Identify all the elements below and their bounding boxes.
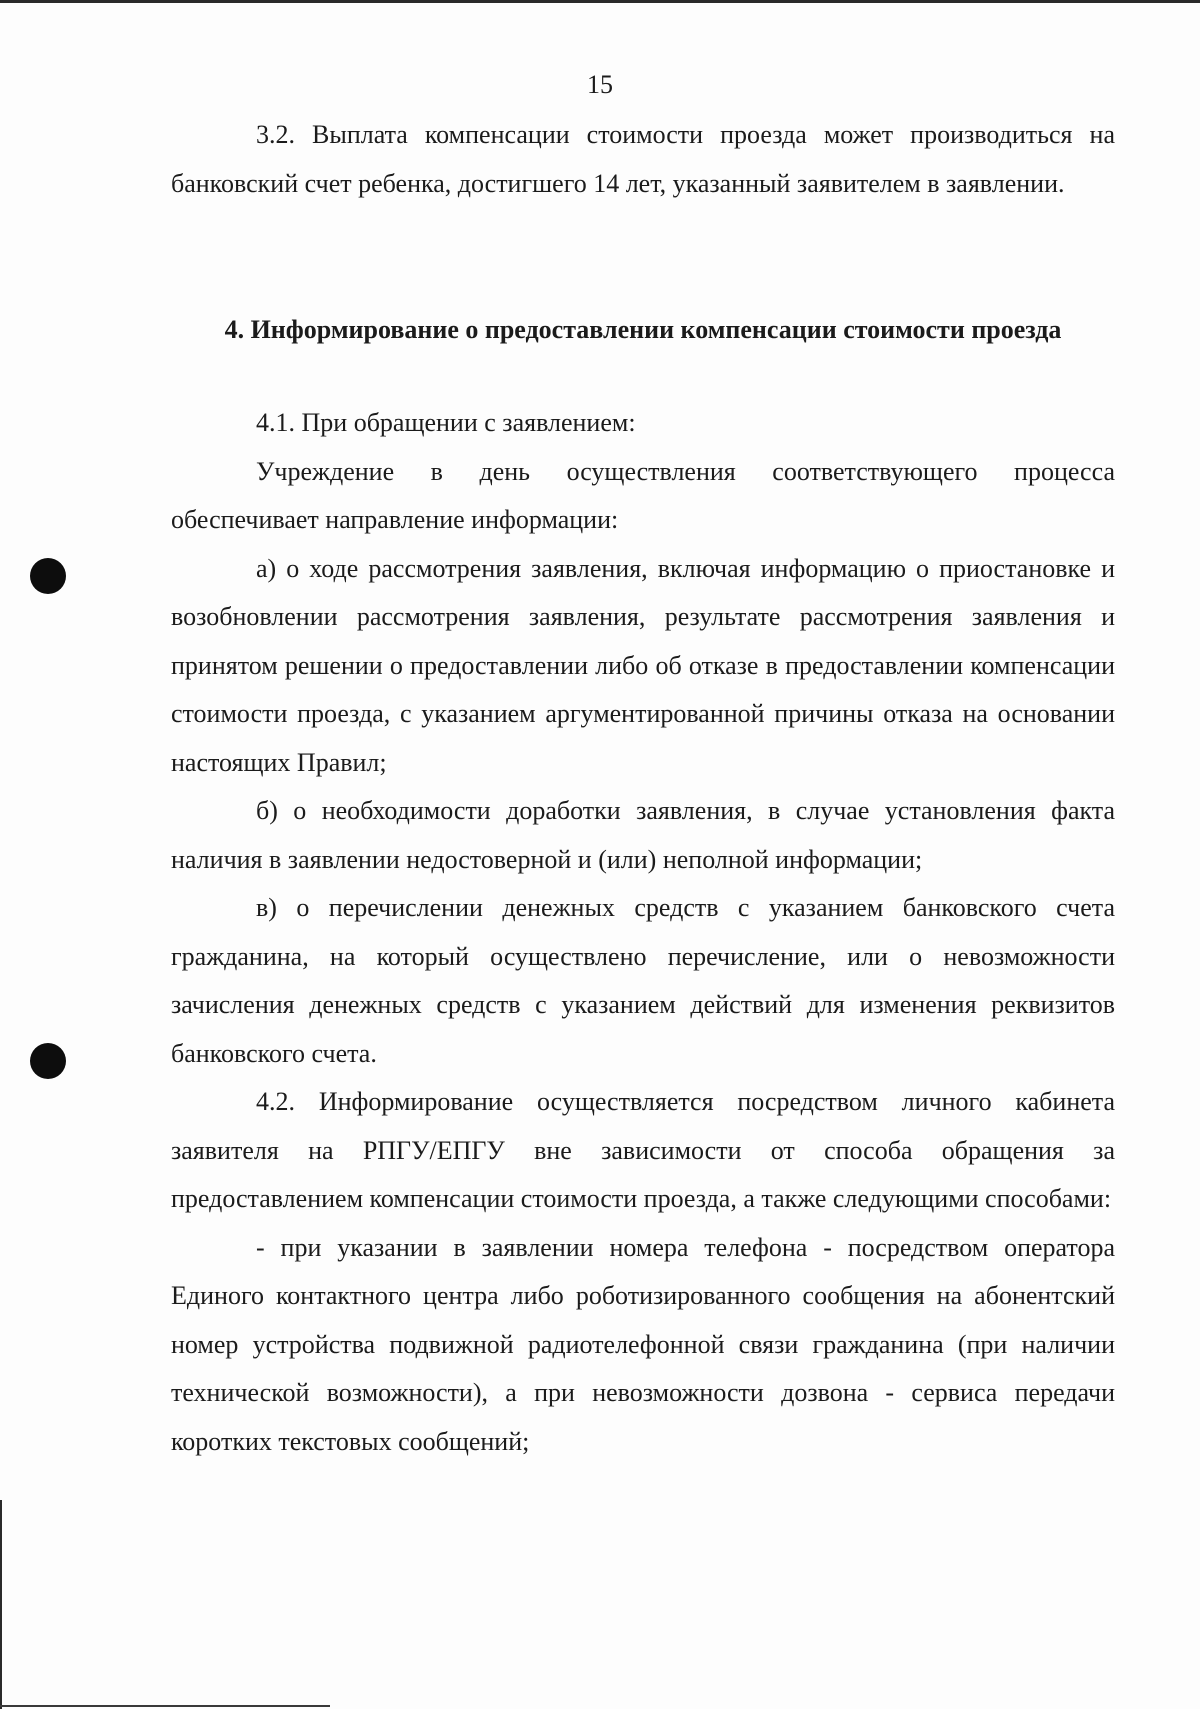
section-heading: 4. Информирование о предоставлении компенсации стоимости проезда [224, 315, 1062, 344]
punch-hole-mark [30, 1043, 66, 1079]
paragraph: б) о необходимости доработки заявления, в случае установления факта наличия в заявлении недостоверной и (или) неполной информации; [171, 796, 1115, 874]
scan-bottom-edge [0, 1705, 330, 1707]
paragraph: в) о перечислении денежных средств с указанием банковского счета гражданина, на который осуществлено перечисление, или о невозможности зачисления денежных средств с указанием действий для изменения реквизитов банковского счета. [171, 893, 1115, 1068]
paragraph-3-2 [171, 111, 1115, 208]
section-4-body [171, 399, 1115, 1466]
paragraph: Учреждение в день осуществления соответствующего процесса обеспечивает направление информации: [171, 456, 1115, 534]
paragraph: 4.1. При обращении с заявлением: [256, 408, 636, 437]
paragraph: 3.2. Выплата компенсации стоимости проезда может производиться на банковский счет ребенка, достигшего 14 лет, указанный заявителем в заявлении. [171, 120, 1115, 198]
scan-left-edge [0, 1500, 2, 1709]
paragraph: 4.2. Информирование осуществляется посредством личного кабинета заявителя на РПГУ/ЕПГУ вне зависимости от способа обращения за предоставлением компенсации стоимости проезда, а также следующими способами: [171, 1087, 1115, 1213]
page-number: 15 [587, 70, 613, 99]
scan-top-edge [0, 0, 1200, 3]
punch-hole-mark [30, 558, 66, 594]
paragraph: а) о ходе рассмотрения заявления, включая информацию о приостановке и возобновлении рассмотрения заявления, результате рассмотрения заявления и принятом решении о предоставлении либо об отказе в предоставлении компенсации стоимости проезда, с указанием аргументированной причины отказа на основании настоящих Правил; [171, 553, 1115, 777]
paragraph: - при указании в заявлении номера телефона - посредством оператора Единого контактного центра либо роботизированного сообщения на абонентский номер устройства подвижной радиотелефонной связи гражданина (при наличии технической возможности), а при невозможности дозвона - сервиса передачи коротких текстовых сообщений; [171, 1232, 1115, 1456]
